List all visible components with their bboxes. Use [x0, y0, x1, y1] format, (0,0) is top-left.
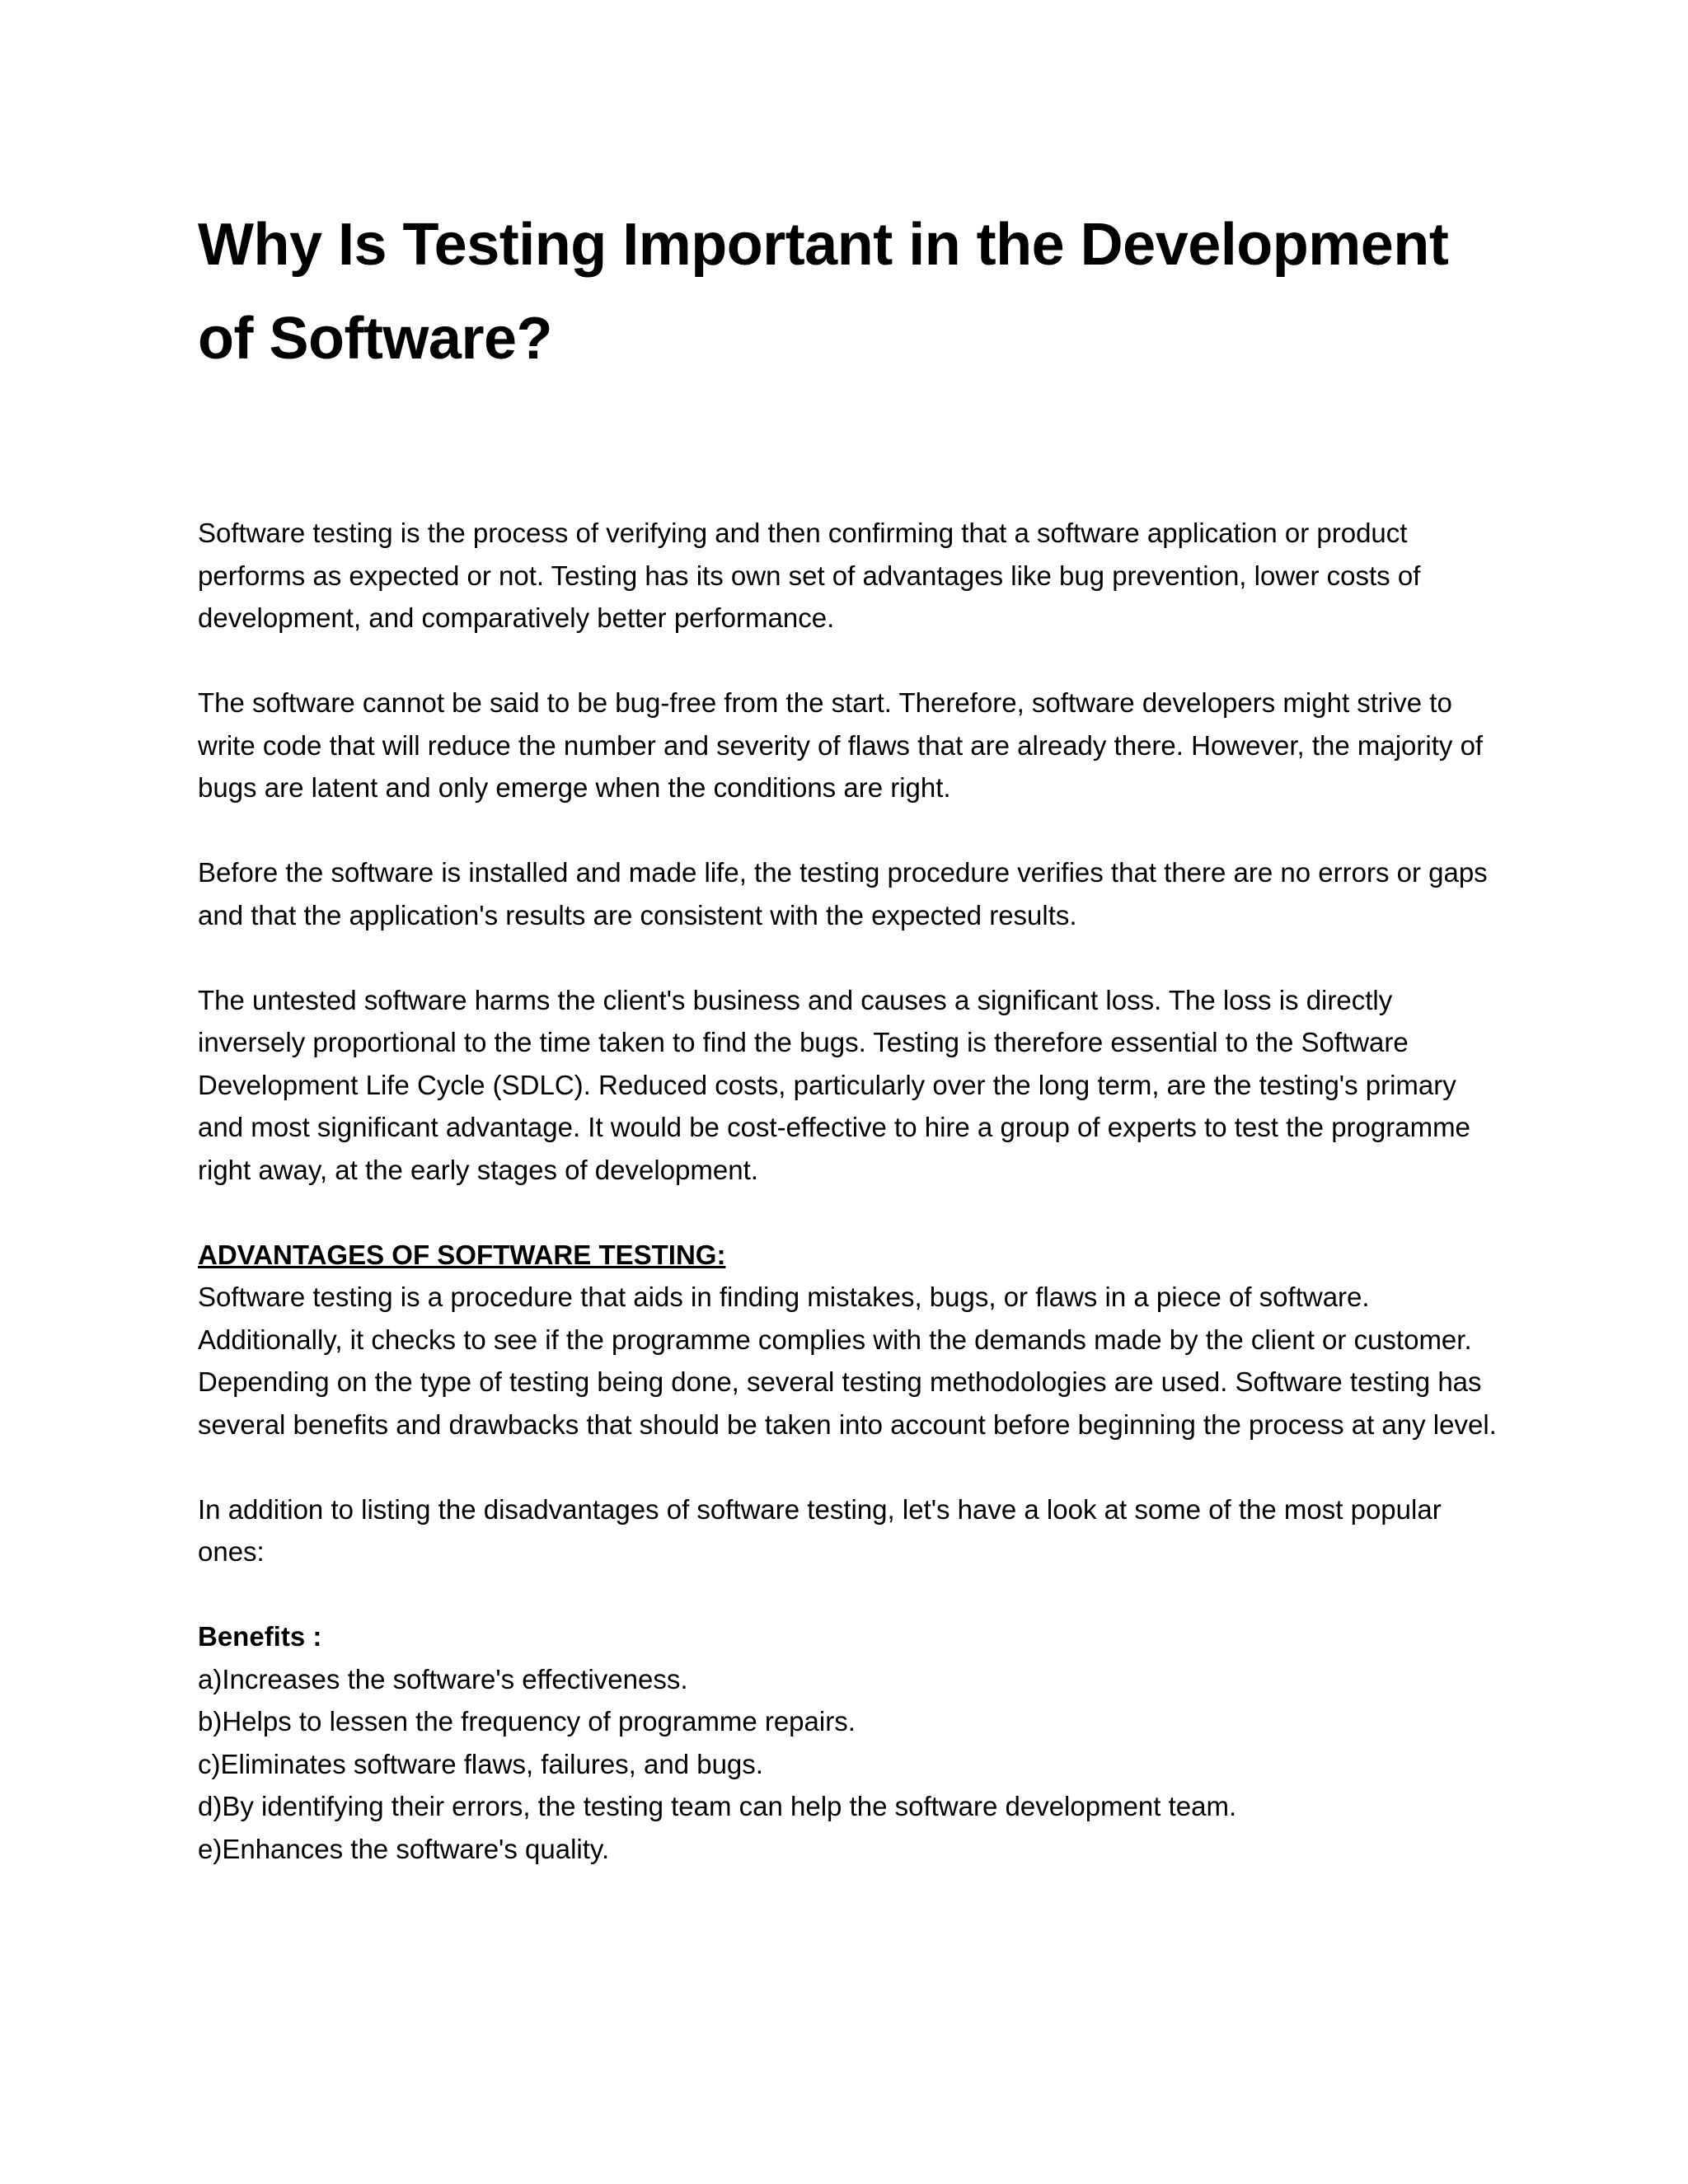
- document-title: Why Is Testing Important in the Development of Software?: [198, 212, 1449, 372]
- benefits-heading: Benefits :: [198, 1621, 322, 1652]
- document-content: [198, 198, 1500, 1870]
- benefit-item-c: c)Eliminates software flaws, failures, and bugs.: [198, 1748, 763, 1779]
- intro-paragraph-4: The untested software harms the client's business and causes a significant loss. The loss is directly inversely proportional to the time taken to find the bugs. Testing is therefore essential to the Software Development Life Cycle (SDLC). Reduced costs, particularly over the long term, are the testing's primary and most significant advantage. It would be cost-effective to hire a group of experts to test the programme right away, at the early stages of development.: [198, 984, 1470, 1185]
- benefit-item-e: e)Enhances the software's quality.: [198, 1833, 610, 1864]
- benefits-list: [198, 1658, 1500, 1871]
- advantages-section-heading: ADVANTAGES OF SOFTWARE TESTING:: [198, 1239, 726, 1270]
- advantages-paragraph-1: Software testing is a procedure that aids in finding mistakes, bugs, or flaws in a piece of software. Additionally, it checks to see if the programme complies with the demands made by the client or customer. Depending on the type of testing being done, several testing methodologies are used. Software testing has several benefits and drawbacks that should be taken into account before beginning the process at any level.: [198, 1282, 1497, 1440]
- benefit-item-d: d)By identifying their errors, the testing team can help the software development team.: [198, 1791, 1237, 1821]
- intro-paragraph-1: Software testing is the process of verifying and then confirming that a software application or product performs as expected or not. Testing has its own set of advantages like bug prevention, lower costs of development, and comparatively better performance.: [198, 518, 1421, 633]
- intro-paragraph-3: Before the software is installed and made life, the testing procedure verifies that there are no errors or gaps and that the application's results are consistent with the expected results.: [198, 857, 1488, 930]
- benefit-item-a: a)Increases the software's effectiveness.: [198, 1663, 688, 1694]
- intro-paragraph-2: The software cannot be said to be bug-free from the start. Therefore, software developers might strive to write code that will reduce the number and severity of flaws that are already there. However, the majority of bugs are latent and only emerge when the conditions are right.: [198, 687, 1484, 803]
- advantages-paragraph-2: In addition to listing the disadvantages of software testing, let's have a look at some of the most popular ones:: [198, 1493, 1442, 1567]
- document-body: [198, 512, 1500, 1870]
- benefit-item-b: b)Helps to lessen the frequency of programme repairs.: [198, 1706, 856, 1736]
